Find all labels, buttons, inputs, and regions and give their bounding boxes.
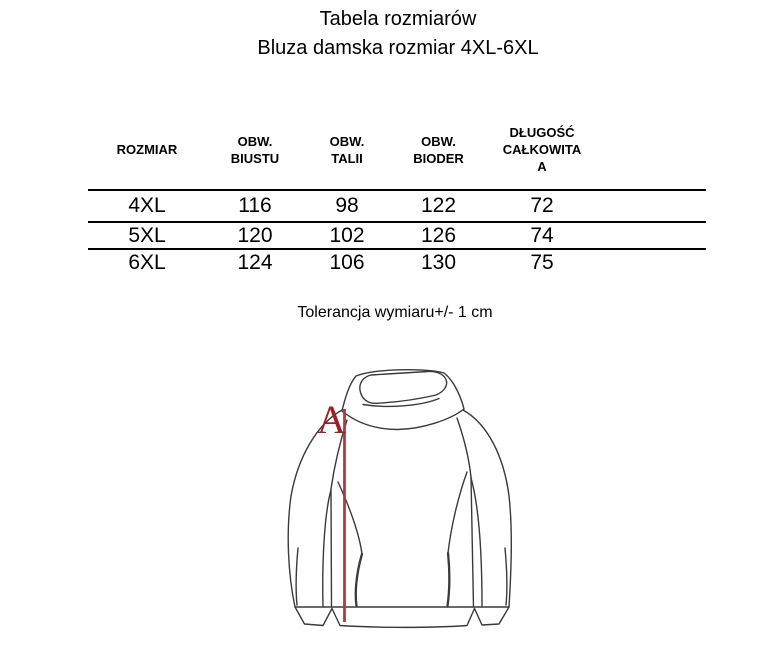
cell-hips: 126 xyxy=(390,222,487,249)
right-pocket-slit xyxy=(448,553,450,606)
cell-bust: 120 xyxy=(206,222,304,249)
cell-bust: 124 xyxy=(237,251,273,274)
column-header-waist: OBW. TALII xyxy=(304,110,390,190)
cell-waist: 98 xyxy=(304,190,390,222)
cell-total-length: 75 xyxy=(530,251,554,274)
cell-size: 5XL xyxy=(88,222,206,249)
cell-total-length: 74 xyxy=(487,222,597,249)
right-raglan-seam xyxy=(457,418,471,477)
left-body-side-seam xyxy=(331,489,332,607)
column-header-total-length: DŁUGOŚĆ CAŁKOWITA A xyxy=(487,110,597,190)
cell-empty xyxy=(597,222,706,249)
hoodie-diagram xyxy=(255,350,535,647)
right-chest-curve xyxy=(448,472,467,553)
hood-opening-path xyxy=(360,371,447,403)
table-row xyxy=(88,222,706,249)
cell-size: 6XL xyxy=(128,251,166,274)
cell-total-length: 72 xyxy=(487,190,597,222)
cell-waist: 102 xyxy=(304,222,390,249)
left-pocket-slit xyxy=(356,554,362,606)
right-sleeve-outer-edge xyxy=(463,410,511,607)
left-sleeve-crease xyxy=(296,548,298,605)
length-measure-label: A xyxy=(317,397,346,442)
left-sleeve-inner-edge xyxy=(323,490,331,606)
table-row xyxy=(88,190,706,222)
left-chest-curve xyxy=(338,482,362,554)
cell-hips: 130 xyxy=(420,251,457,274)
cell-empty xyxy=(597,249,706,276)
collar-bottom-path xyxy=(342,409,464,430)
cell-empty xyxy=(597,190,706,222)
hood-inner-rim-path xyxy=(363,399,439,407)
size-table xyxy=(88,110,706,276)
cell-hips: 122 xyxy=(390,190,487,222)
cell-waist: 106 xyxy=(329,251,365,274)
column-header-size: ROZMIAR xyxy=(88,110,206,190)
cell-bust: 116 xyxy=(206,190,304,222)
tolerance-note: Tolerancja wymiaru+/- 1 cm xyxy=(297,304,493,321)
column-header-empty xyxy=(597,110,706,190)
size-table-header xyxy=(88,110,706,190)
table-row xyxy=(88,249,706,276)
bottom-band-outline xyxy=(295,607,509,627)
right-body-side-seam xyxy=(471,477,474,607)
right-sleeve-crease xyxy=(505,548,507,605)
cell-size: 4XL xyxy=(88,190,206,222)
page-title: Tabela rozmiarów xyxy=(319,8,477,30)
column-header-bust: OBW. BIUSTU xyxy=(206,110,304,190)
page-subtitle: Bluza damska rozmiar 4XL-6XL xyxy=(257,37,539,59)
column-header-hips: OBW. BIODER xyxy=(390,110,487,190)
page-header xyxy=(8,5,781,63)
